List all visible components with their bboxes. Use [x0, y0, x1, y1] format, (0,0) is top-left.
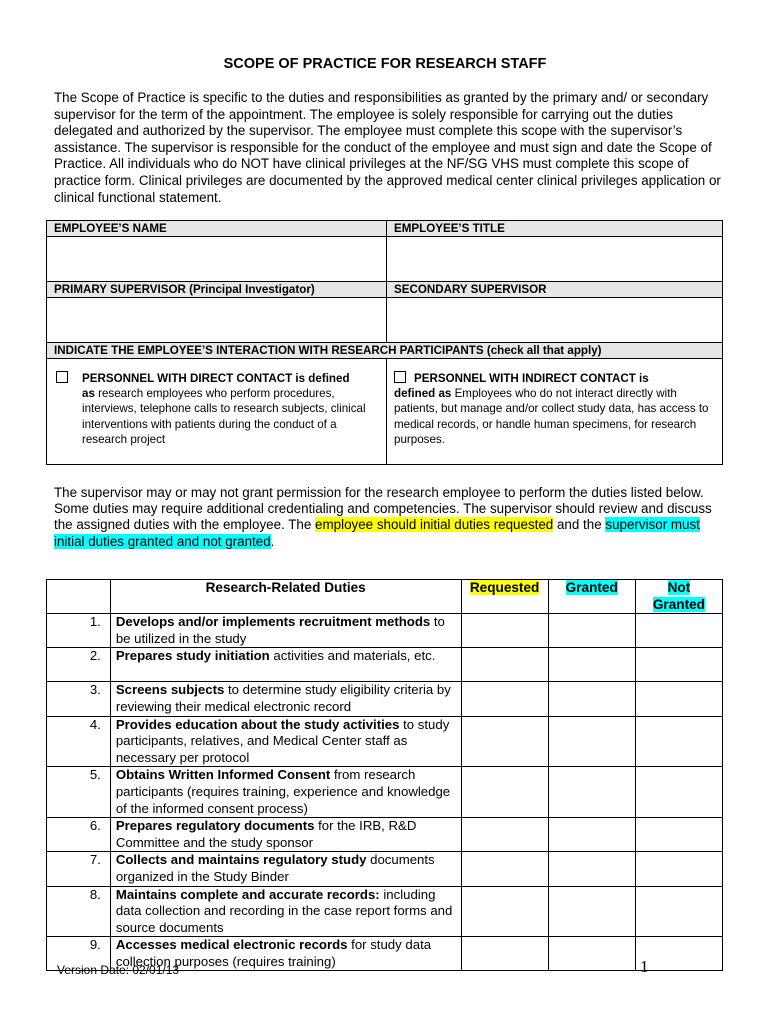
requested-initial-cell[interactable]	[461, 682, 548, 716]
duty-detail: for study data collection purposes (requires training)	[115, 937, 432, 969]
granted-initial-cell[interactable]	[548, 937, 635, 971]
requested-initial-cell[interactable]	[461, 852, 548, 886]
instructions-highlight-yellow: employee should initial duties requested	[315, 517, 554, 533]
interaction-header: INDICATE THE EMPLOYEE’S INTERACTION WITH RESEARCH PARTICIPANTS (check all that apply)	[47, 343, 723, 359]
granted-initial-cell[interactable]	[548, 716, 635, 767]
granted-initial-cell[interactable]	[548, 767, 635, 818]
table-row	[47, 852, 723, 886]
not-granted-initial-cell[interactable]	[635, 614, 722, 648]
granted-initial-cell[interactable]	[548, 682, 635, 716]
duties-table	[46, 579, 723, 971]
direct-contact-cell	[47, 359, 387, 465]
duty-title: Maintains complete and accurate records:	[115, 886, 380, 902]
page-number: 1	[640, 957, 649, 976]
duty-description	[110, 648, 461, 682]
instructions-text-2: and the	[553, 517, 606, 533]
duty-detail: to be utilized in the study	[115, 614, 445, 646]
duty-number: 7.	[47, 852, 111, 886]
table-row	[47, 682, 723, 716]
duty-description	[110, 682, 461, 716]
intro-paragraph	[54, 90, 724, 206]
employee-info-table	[46, 220, 723, 465]
requested-initial-cell[interactable]	[461, 648, 548, 682]
requested-initial-cell[interactable]	[461, 767, 548, 818]
duty-detail: from research participants (requires training, experience and knowledge of the informed consent process)	[115, 767, 451, 816]
table-row	[47, 614, 723, 648]
duty-number: 9.	[47, 937, 111, 971]
direct-contact-checkbox[interactable]	[56, 371, 68, 383]
not-granted-initial-cell[interactable]	[635, 682, 722, 716]
duty-detail: documents organized in the Study Binder	[115, 852, 435, 884]
duty-number: 5.	[47, 767, 111, 818]
table-row	[47, 818, 723, 852]
requested-header: Requested	[461, 580, 548, 614]
duty-title: Collects and maintains regulatory study	[115, 852, 367, 868]
requested-initial-cell[interactable]	[461, 716, 548, 767]
duty-title: Provides education about the study activities	[115, 716, 400, 732]
duty-description	[110, 852, 461, 886]
granted-initial-cell[interactable]	[548, 614, 635, 648]
duty-description	[110, 886, 461, 937]
direct-contact-as: as	[82, 387, 95, 401]
duty-description	[110, 818, 461, 852]
table-row	[47, 767, 723, 818]
duties-header: Research-Related Duties	[110, 580, 461, 614]
granted-initial-cell[interactable]	[548, 648, 635, 682]
granted-initial-cell[interactable]	[548, 886, 635, 937]
duty-number: 8.	[47, 886, 111, 937]
granted-header: Granted	[548, 580, 635, 614]
requested-initial-cell[interactable]	[461, 614, 548, 648]
instructions-paragraph	[54, 485, 724, 550]
not-granted-header: Not Granted	[635, 580, 722, 614]
duty-description	[110, 716, 461, 767]
indirect-contact-title: PERSONNEL WITH INDIRECT CONTACT is	[414, 372, 649, 385]
duty-detail: activities and materials, etc.	[269, 648, 436, 664]
requested-initial-cell[interactable]	[461, 818, 548, 852]
table-row	[47, 648, 723, 682]
direct-contact-title: PERSONNEL WITH DIRECT CONTACT is defined	[82, 372, 350, 385]
duty-title: Develops and/or implements recruitment methods	[115, 614, 431, 630]
intro-text: The Scope of Practice is specific to the duties and responsibilities as granted by the primary and/ or secondary supervisor for the term of the appointment. The employee is solely responsible for carrying out the duties delegated and authorized by the supervisor. The employee must complete this scope with the supervisor’s assistance. The supervisor is responsible for the conduct of the employee and must sign and date the Scope of Practice. All individuals who do NOT have clinical privileges at the NF/SG VHS must complete this scope of practice form. Clinical privileges are documented by the approved medical center clinical privileges application or clinical functional statement.	[54, 90, 721, 205]
primary-supervisor-label: PRIMARY SUPERVISOR (Principal Investigator)	[47, 282, 387, 298]
requested-initial-cell[interactable]	[461, 937, 548, 971]
indirect-contact-cell	[387, 359, 723, 465]
duty-detail: to study participants, relatives, and Medical Center staff as necessary per protocol	[115, 716, 450, 765]
secondary-supervisor-field[interactable]	[387, 298, 723, 343]
indirect-contact-text: Employees who do not interact directly with patients, but manage and/or collect study data, has access to medical records, or handle human specimens, for research purposes.	[394, 387, 709, 446]
table-row	[47, 886, 723, 937]
granted-initial-cell[interactable]	[548, 852, 635, 886]
duty-description	[110, 614, 461, 648]
table-row	[47, 716, 723, 767]
duty-title: Prepares regulatory documents	[115, 818, 315, 834]
duty-detail: including data collection and recording in the case report forms and source documents	[115, 886, 453, 935]
not-granted-initial-cell[interactable]	[635, 716, 722, 767]
not-granted-initial-cell[interactable]	[635, 818, 722, 852]
instructions-text-3: .	[270, 533, 275, 549]
duty-title: Accesses medical electronic records	[115, 937, 348, 953]
duty-number: 6.	[47, 818, 111, 852]
not-granted-initial-cell[interactable]	[635, 767, 722, 818]
duty-number: 2.	[47, 648, 111, 682]
duty-title: Prepares study initiation	[115, 648, 270, 664]
duty-number: 3.	[47, 682, 111, 716]
duty-detail: to determine study eligibility criteria by reviewing their medical electronic record	[115, 682, 451, 714]
duty-number: 4.	[47, 716, 111, 767]
duty-detail: for the IRB, R&D Committee and the study sponsor	[115, 818, 417, 850]
employee-title-label: EMPLOYEE’S TITLE	[387, 221, 723, 237]
employee-name-label: EMPLOYEE’S NAME	[47, 221, 387, 237]
granted-initial-cell[interactable]	[548, 818, 635, 852]
employee-name-field[interactable]	[47, 237, 387, 282]
version-date: Version Date: 02/01/13	[57, 963, 180, 977]
employee-title-field[interactable]	[387, 237, 723, 282]
not-granted-initial-cell[interactable]	[635, 852, 722, 886]
indirect-contact-defined: defined as	[394, 387, 452, 401]
not-granted-initial-cell[interactable]	[635, 648, 722, 682]
instructions-text-1: The supervisor may or may not grant permission for the research employee to perform the duties listed below. Some duties may require additional credentialing and competencies. The supervisor should review and discuss the assigned duties with the employee. The	[54, 485, 712, 533]
requested-initial-cell[interactable]	[461, 886, 548, 937]
instructions-highlight-cyan: supervisor must initial duties granted and not granted	[54, 517, 700, 549]
indirect-contact-checkbox[interactable]	[394, 371, 406, 383]
duty-description	[110, 767, 461, 818]
direct-contact-text: research employees who perform procedures, interviews, telephone calls to research subjects, clinical interventions with patients during the conduct of a research project	[82, 387, 366, 446]
not-granted-initial-cell[interactable]	[635, 886, 722, 937]
duties-header-num	[47, 580, 111, 614]
duty-title: Obtains Written Informed Consent	[115, 767, 331, 783]
duty-number: 1.	[47, 614, 111, 648]
duty-title: Screens subjects	[115, 682, 225, 698]
primary-supervisor-field[interactable]	[47, 298, 387, 343]
page-title: SCOPE OF PRACTICE FOR RESEARCH STAFF	[223, 56, 547, 72]
secondary-supervisor-label: SECONDARY SUPERVISOR	[387, 282, 723, 298]
